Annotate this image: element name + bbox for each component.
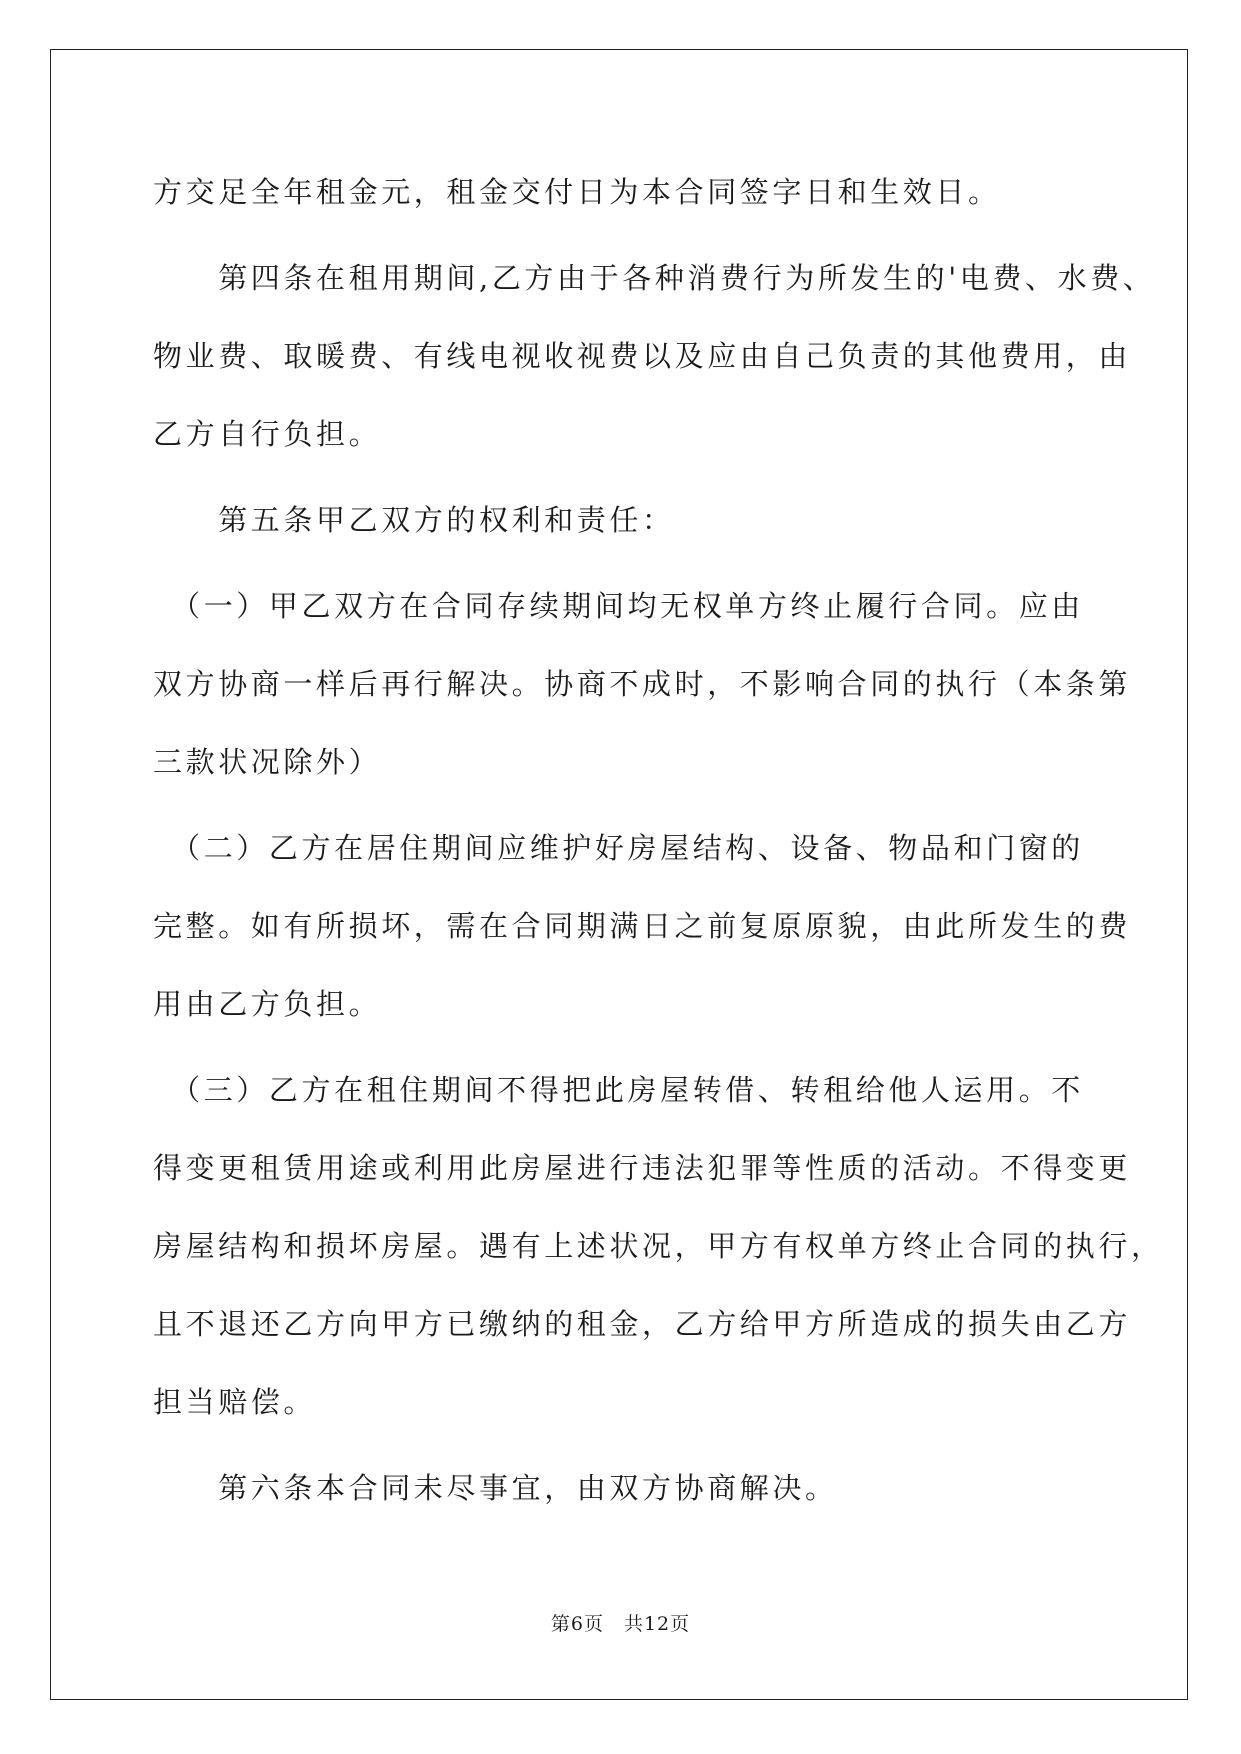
text-line: 担当赔偿。 [153,1385,317,1419]
text-line: 乙方自行负担。 [153,417,382,451]
text-line: （一）甲乙双方在合同存续期间均无权单方终止履行合同。应由 [153,589,1084,623]
text-line: 物业费、取暖费、有线电视收视费以及应由自己负责的其他费用，由 [153,339,1132,373]
text-line: 房屋结构和损坏房屋。遇有上述状况，甲方有权单方终止合同的执行， [153,1229,1164,1263]
text-line: 用由乙方负担。 [153,987,382,1021]
text-line: 方交足全年租金元，租金交付日为本合同签字日和生效日。 [153,175,1001,209]
text-line: 三款状况除外） [153,745,382,779]
text-line: 第五条甲乙双方的权利和责任： [153,503,675,537]
text-line: 完整。如有所损坏，需在合同期满日之前复原原貌，由此所发生的费 [153,909,1132,943]
text-line: （三）乙方在租住期间不得把此房屋转借、转租给他人运用。不 [153,1073,1084,1107]
text-line: （二）乙方在居住期间应维护好房屋结构、设备、物品和门窗的 [153,831,1084,865]
text-line: 第四条在租用期间,乙方由于各种消费行为所发生的'电费、水费、 [153,261,1156,295]
text-line: 且不退还乙方向甲方已缴纳的租金，乙方给甲方所造成的损失由乙方 [153,1307,1132,1341]
text-line: 第六条本合同未尽事宜，由双方协商解决。 [153,1471,838,1505]
page-number: 第6页 共12页 [550,1613,691,1635]
text-line: 得变更租赁用途或利用此房屋进行违法犯罪等性质的活动。不得变更 [153,1151,1132,1185]
text-line: 双方协商一样后再行解决。协商不成时，不影响合同的执行（本条第 [153,667,1132,701]
